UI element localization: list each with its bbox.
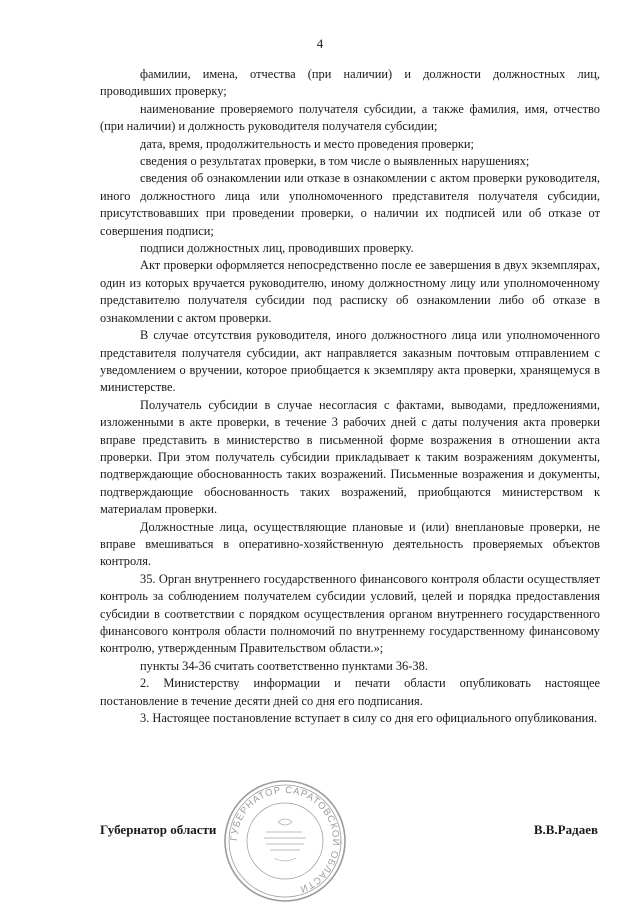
document-body <box>100 66 600 727</box>
official-seal <box>222 778 348 904</box>
paragraph: подписи должностных лиц, проводивших проверку. <box>140 241 414 256</box>
paragraph: Должностные лица, осуществляющие плановые и (или) внеплановые проверки, не вправе вмешиваться в оперативно-хозяйственную деятельность проверяемых объектов контроля. <box>100 519 600 569</box>
paragraph: сведения об ознакомлении или отказе в ознакомлении с актом проверки руководителя, иного должностного лица или уполномоченного представителя получателя субсидии, присутствовавших при проведении проверки, о наличии их подписей или об отказе от совершения подписи; <box>100 171 600 238</box>
page-number: 4 <box>316 36 324 51</box>
paragraph: Акт проверки оформляется непосредственно после ее завершения в двух экземплярах, один из которых вручается руководителю, иному должностному лицу или уполномоченному представителю получателя субсидии под расписку об ознакомлении либо об отказе в ознакомлении с актом проверки. <box>100 258 600 325</box>
paragraph: 3. Настоящее постановление вступает в силу со дня его официального опубликования. <box>140 711 598 726</box>
signature-name: В.В.Радаев <box>533 822 598 837</box>
paragraph: наименование проверяемого получателя субсидии, а также фамилия, имя, отчество (при наличии) и должность руководителя получателя субсидии; <box>100 101 600 134</box>
paragraph: пункты 34-36 считать соответственно пунктами 36-38. <box>140 658 428 673</box>
paragraph: фамилии, имена, отчества (при наличии) и должности должностных лиц, проводивших проверку; <box>100 67 600 99</box>
paragraph: дата, время, продолжительность и место проведения проверки; <box>140 136 474 151</box>
signature-title: Губернатор области <box>100 822 217 837</box>
paragraph: 35. Орган внутреннего государственного финансового контроля области осуществляет контроль за соблюдением получателем субсидии условий, целей и порядка предоставления субсидии в соответствии с порядком осуществления органом внутреннего государственного финансового контроля области полномочий по внутреннему государственному финансовому контролю, утвержденным Правительством области.»; <box>100 571 600 656</box>
paragraph: 2. Министерству информации и печати области опубликовать настоящее постановление в течение десяти дней со дня его подписания. <box>100 676 600 708</box>
paragraph: сведения о результатах проверки, в том числе о выявленных нарушениях; <box>140 154 530 169</box>
paragraph: В случае отсутствия руководителя, иного должностного лица или уполномоченного представителя получателя субсидии, акт направляется заказным почтовым отправлением с уведомлением о вручении, которое приобщается к экземпляру акта проверки, хранящемуся в министерстве. <box>100 328 600 395</box>
paragraph: Получатель субсидии в случае несогласия с фактами, выводами, предложениями, изложенными в акте проверки, в течение 3 рабочих дней с даты получения акта проверки вправе представить в министерство в письменной форме возражения в отношении акта проверки. При этом получатель субсидии прикладывает к таким возражениям документы, подтверждающие обоснованность таких возражений. Письменные возражения и документы, подтверждающие обоснованность таких возражений, приобщаются министерством к материалам проверки. <box>100 397 600 517</box>
svg-text:ГУБЕРНАТОР САРАТОВСКОЙ ОБЛАСТИ: ГУБЕРНАТОР САРАТОВСКОЙ ОБЛАСТИ <box>228 784 342 895</box>
